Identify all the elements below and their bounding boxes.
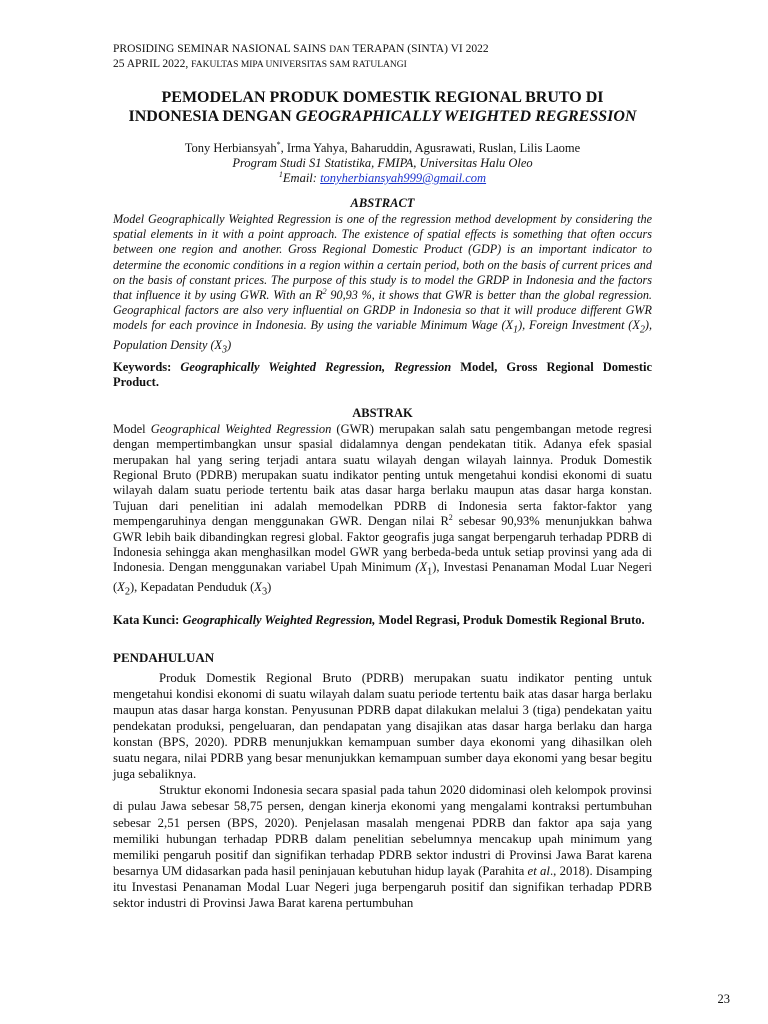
abstrak-text: Model Geographical Weighted Regression (GWR) merupakan salah satu pengembangan metode regresi dengan mempertimbangkan unsur spasial didalamnya dengan pendekatan titik. Adanya efek spasial merupakan hal yang sering terjadi antara suatu wilayah dengan wilayah lainnya. Produk Domestik Regional Bruto (PDRB) merupakan suatu indikator penting untuk mengetahui kondisi ekonomi di suatu wilayah dalam suatu periode tertentu baik atas dasar harga berlaku maupun atas dasar harga konstan. Tujuan dari penelitian ini adalah memodelkan PDRB di Indonesia serta faktor-faktor yang mempengaruhinya dengan menggunakan GWR. Dengan nilai $R^2$ sebesar 90,93% menunjukkan bahwa GWR lebih baik dibandingkan regresi global. Faktor geografis juga sangat berpengaruh terhadap PDRB di Indonesia sehingga akan menghasilkan model GWR yang berbeda-beda untuk setiap provinsi yang ada di Indonesia. Dengan menggunakan variabel Upah Minimum $(X_1)$, Investasi Penanaman Modal Luar Negeri $(X_2)$, Kepadatan Penduduk $(X_3)$	[113, 421, 652, 598]
author-list: Tony Herbiansyah*, Irma Yahya, Baharuddin, Agusrawati, Ruslan, Lilis Laome	[184, 139, 581, 155]
header-line-2: 25 APRIL 2022, FAKULTAS MIPA UNIVERSITAS SAM RATULANGI	[113, 58, 407, 70]
header-line-1: PROSIDING SEMINAR NASIONAL SAINS DAN TERAPAN (SINTA) VI 2022	[113, 43, 489, 55]
pendahuluan-heading: PENDAHULUAN	[113, 649, 215, 665]
abstrak-heading: ABSTRAK	[352, 405, 413, 420]
pendahuluan-paragraph-2: Struktur ekonomi Indonesia secara spasial pada tahun 2020 didominasi oleh kelompok provinsi di pulau Jawa sebesar 58,75 persen, dengan kinerja ekonomi yang mengalami kontraksi pertumbuhan sebesar 2,51 persen (BPS, 2020). Penjelasan masalah mengenai PDRB dan faktor apa saja yang memiliki hubungan terhadap PDRB dalam penelitian sebelumnya mencakup upah minimum yang memiliki pengaruh positif dan signifikan terhadap PDRB sektor industri di Provinsi Jawa Barat karena besarnya UM didasarkan pada hasil peninjauan kebutuhan hidup layak (Parahita et al., 2018). Disamping itu Investasi Penanaman Modal Luar Negeri juga berpengaruh positif dan signifikan terhadap PDRB sektor industri di Provinsi Jawa Barat karena pertumbuhan	[113, 783, 653, 910]
paper-title: PEMODELAN PRODUK DOMESTIK REGIONAL BRUTO DI INDONESIA DENGAN GEOGRAPHICALLY WEIGHTED REGRESSION	[128, 89, 637, 125]
paper-page	[113, 42, 652, 911]
email-link[interactable]: tonyherbiansyah999@gmail.com	[320, 171, 487, 185]
kata-kunci: Kata Kunci: Geographically Weighted Regression, Model Regrasi, Produk Domestik Regional Bruto.	[113, 612, 645, 627]
affiliation: Program Studi S1 Statistika, FMIPA, Universitas Halu Oleo	[232, 156, 533, 170]
abstract-text: Model Geographically Weighted Regression is one of the regression method development by considering the spatial elements in it with a point approach. The existence of spatial effects is something that often occurs between one region and another. Gross Regional Domestic Product (GDP) is an important indicator to determine the economic conditions in a region within a certain period, both on the basis of current prices and on the basis of constant prices. The purpose of this study is to model the GRDP in Indonesia and the factors that influence it by using GWR. With an $R^2$ 90,93 %, it shows that GWR is better than the global regression. Geographical factors are also very influential on GRDP in Indonesia so that it will produce different GWR models for each province in Indonesia. By using the variable Minimum Wage $(X_1)$, Foreign Investment $(X_2)$, Population Density $(X_3)$	[113, 212, 652, 356]
running-header	[113, 42, 652, 72]
author-email: $^1$Email: tonyherbiansyah999@gmail.com	[278, 169, 487, 185]
page-number: 23	[717, 992, 730, 1006]
abstract-heading: ABSTRACT	[350, 196, 415, 210]
pendahuluan-paragraph-1: Produk Domestik Regional Bruto (PDRB) merupakan suatu indikator penting untuk mengetahui kondisi ekonomi di suatu wilayah dalam suatu periode tertentu baik atas dasar harga berlaku maupun atas dasar harga konstan. Penyusunan PDRB dapat dilakukan melalui 3 (tiga) pendekatan yaitu pendekatan produksi, pengeluaran, dan pendapatan yang disajikan atas dasar harga berlaku dan harga konstan (BPS, 2020). PDRB menunjukkan kemampuan sumber daya ekonomi yang dihasilkan oleh suatu negara, nilai PDRB yang besar menunjukkan kemampuan sumber daya ekonomi yang besar begitu juga sebaliknya.	[113, 670, 652, 782]
keywords: Keywords: Geographically Weighted Regression, Regression Model, Gross Regional Domestic Product.	[113, 359, 653, 389]
